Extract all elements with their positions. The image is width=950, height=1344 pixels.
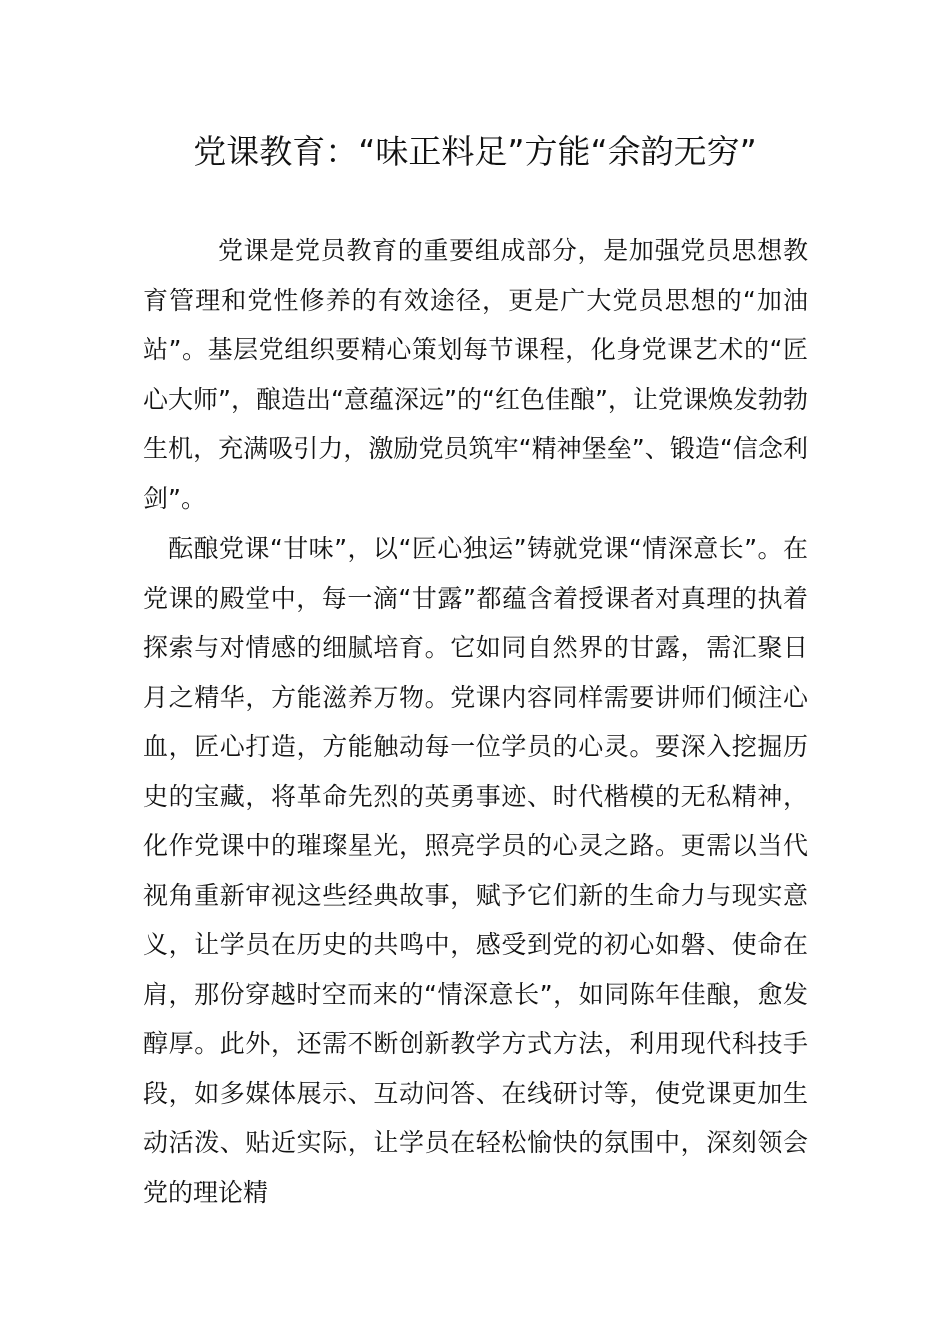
document-title: 党课教育：“味正料足”方能“余韵无穷” bbox=[193, 132, 757, 171]
paragraph-sweet-flavor: 酝酿党课“甘味”，以“匠心独运”铸就党课“情深意长”。在党课的殿堂中，每一滴“甘露”都蕴含着授课者对真理的执着探索与对情感的细腻培育。它如同自然界的甘露，需汇聚日月之精华，方能滋养万物。党课内容同样需要讲师们倾注心血，匠心打造，方能触动每一位学员的心灵。要深入挖掘历史的宝藏，将革命先烈的英勇事迹、时代楷模的无私精神，化作党课中的璀璨星光，照亮学员的心灵之路。更需以当代视角重新审视这些经典故事，赋予它们新的生命力与现实意义，让学员在历史的共鸣中，感受到党的初心如磐、使命在肩，那份穿越时空而来的“情深意长”，如同陈年佳酿，愈发醇厚。此外，还需不断创新教学方式方法，利用现代科技手段，如多媒体展示、互动问答、在线研讨等，使党课更加生动活泼、贴近实际，让学员在轻松愉快的氛围中，深刻领会党的理论精 bbox=[143, 534, 808, 1207]
paragraph-intro: 党课是党员教育的重要组成部分，是加强党员思想教育管理和党性修养的有效途径，更是广大党员思想的“加油站”。基层党组织要精心策划每节课程，化身党课艺术的“匠心大师”，酿造出“意蕴深远”的“红色佳酿”，让党课焕发勃勃生机，充满吸引力，激励党员筑牢“精神堡垒”、锻造“信念利剑”。 bbox=[143, 236, 808, 513]
